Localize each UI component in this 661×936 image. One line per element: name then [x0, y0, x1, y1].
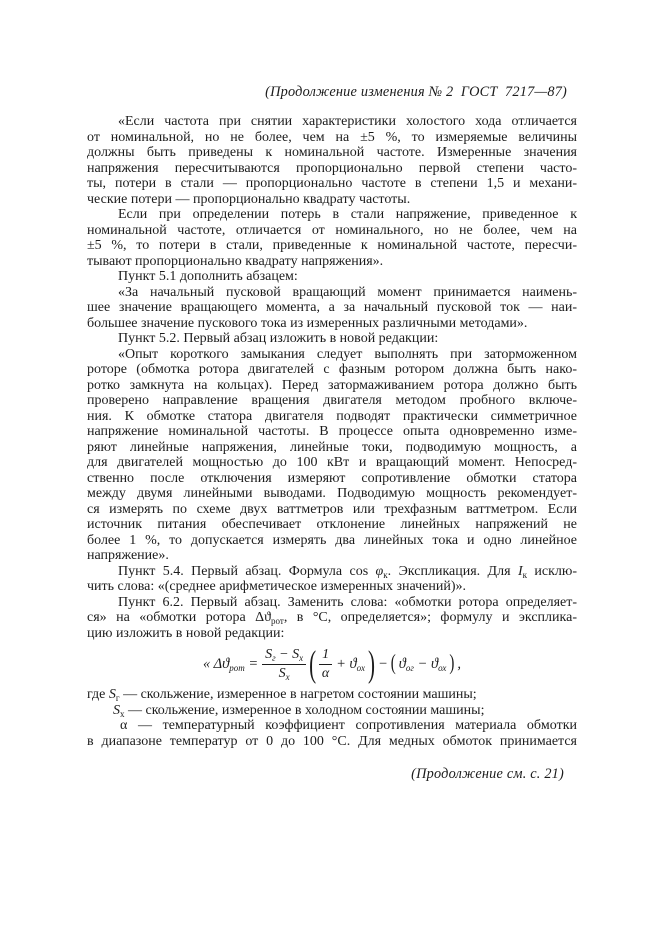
text-line: номинальной частоте, отличается от номинального, но не более, чем на	[87, 222, 577, 238]
text-line: тывают пропорционально квадрату напряжения».	[87, 253, 384, 269]
text-line: ственно после отключения измеряют сопротивление обмотки статора	[87, 470, 577, 486]
text-line: большее значение пускового тока из измеренных различными методами».	[87, 315, 528, 331]
text-line: $S_х$ — скольжение, измеренное в холодном состоянии машины;	[113, 702, 485, 718]
text-line: ся» на «обмотки ротора $\Delta ϑ_{рот}$, в °С, определяется»; формулу и эксплика-	[87, 610, 577, 626]
text-line: источник питания обеспечивает отклонение линейных напряжений не	[87, 517, 577, 532]
fraction-numerator: 1	[319, 648, 332, 665]
text-line: «Опыт короткого замыкания следует выполнять при заторможенном	[118, 346, 577, 362]
text-line: ся измерять по схеме двух ваттметров или трехфазным ваттметром. Если	[87, 501, 577, 517]
text-line: Пункт 5.2. Первый абзац изложить в новой редакции:	[118, 331, 439, 346]
formula-plus-theta: + $ϑ_{ох}$	[336, 655, 365, 673]
continuation-footer: (Продолжение см. с. 21)	[411, 766, 564, 782]
fraction-denominator: $S_х$	[278, 665, 290, 682]
text-line: для двигателей мощностью до 100 кВт и вращающий момент. Непосред-	[87, 455, 577, 470]
left-paren-icon: (	[390, 651, 396, 675]
text-line: ния. К обмотке статора двигателя подводят практически симметричное	[87, 408, 577, 424]
text-line: роторе (обмотка ротора двигателей с фазным ротором должна быть нако-	[87, 362, 577, 377]
text-line: α — температурный коэффициент сопротивления материала обмотки	[120, 718, 577, 733]
text-line: более 1 %, то допускается измерять два линейных тока и одно линейное	[87, 532, 577, 548]
fraction-numerator: $S_г - S_х$	[262, 648, 306, 665]
text-line: Пункт 5.1 дополнить абзацем:	[118, 269, 298, 284]
text-line: ротко замкнута на кольцах). Перед затормаживанием ротора должно быть	[87, 377, 577, 393]
text-line: ты, потери в стали — пропорционально частоте в степени 1,5 и механи-	[87, 176, 577, 191]
continuation-header: (Продолжение изменения № 2 ГОСТ 7217—87)	[265, 84, 567, 100]
text-line: от номинальной, но не более, чем на ±5 %, то измеряемые величины	[87, 129, 577, 145]
text-line: напряжение».	[87, 548, 169, 563]
text-line: проверено направление вращения двигателя методом пробного включе-	[87, 393, 577, 408]
text-line: цию изложить в новой редакции:	[87, 625, 285, 641]
paragraphs-before-formula	[87, 114, 577, 641]
rotor-temperature-rise-formula	[87, 644, 577, 684]
right-paren-icon: )	[449, 651, 455, 675]
text-line: в диапазоне температур от 0 до 100 °С. Для медных обмоток принимается	[87, 733, 577, 749]
text-line: напряжение номинальной частоты. В процессе опыта одновременно изме-	[87, 424, 577, 439]
text-line: «За начальный пусковой вращающий момент принимается наимень-	[118, 284, 577, 300]
text-line: ческие потери — пропорционально квадрату частоты.	[87, 191, 411, 207]
text-line: чить слова: «(среднее арифметическое измеренных значений)».	[87, 579, 467, 594]
text-line: «Если частота при снятии характеристики холостого хода отличается	[118, 114, 577, 129]
formula-lhs: « $\Delta ϑ_{рот}$ =	[202, 655, 259, 673]
formula-theta-difference: $ϑ_{ог} - ϑ_{ох}$	[398, 655, 447, 673]
text-line: ±5 %, то потери в стали, приведенные к номинальной частоте, пересчи-	[87, 238, 577, 253]
document-body	[87, 114, 577, 749]
text-line: Пункт 5.4. Первый абзац. Формула $\cos \varphi_к$. Экспликация. Для $I_к$ исклю-	[118, 563, 577, 579]
text-line: между двумя линейными выводами. Подводимую мощность рекомендует-	[87, 486, 577, 501]
text-line: где $S_г$ — скольжение, измеренное в нагретом состоянии машины;	[87, 687, 477, 703]
formula-explication	[87, 687, 577, 749]
right-paren-icon: )	[367, 642, 375, 685]
fraction-denominator: α	[321, 665, 330, 681]
text-line: Пункт 6.2. Первый абзац. Заменить слова: «обмотки ротора определяет-	[118, 594, 577, 610]
text-line: Если при определении потерь в стали напряжение, приведенное к	[118, 207, 577, 222]
text-line: шее значение вращающего момента, а за начальный пусковой ток — наи-	[87, 300, 577, 315]
left-paren-icon: (	[309, 642, 317, 685]
text-line: напряжения пересчитываются пропорционально первой степени часто-	[87, 160, 577, 176]
slip-fraction	[262, 648, 306, 681]
formula-minus-sign: −	[377, 655, 388, 672]
alpha-fraction	[319, 648, 332, 681]
formula-comma: ,	[457, 655, 462, 672]
text-line: должны быть приведены к номинальной частоте. Измеренные значения	[87, 145, 577, 160]
text-line: ряют линейные напряжения, линейные токи, подводимую мощность, а	[87, 439, 577, 455]
